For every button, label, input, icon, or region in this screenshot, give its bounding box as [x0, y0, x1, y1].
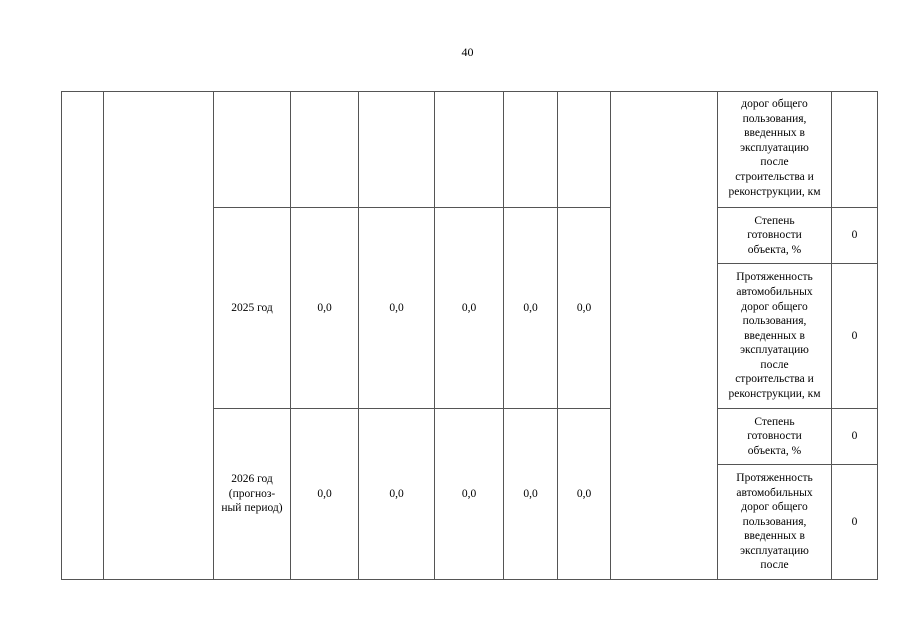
value-cell: 0,0 [291, 409, 359, 580]
program-table [61, 91, 878, 580]
value-cell: 0,0 [435, 208, 504, 409]
year-cell [214, 92, 291, 208]
indicator-value-cell: 0 [832, 409, 878, 465]
value-cell: 0,0 [504, 409, 558, 580]
indicator-value-cell: 0 [832, 264, 878, 409]
value-cell [504, 92, 558, 208]
indicator-value-cell: 0 [832, 465, 878, 580]
indicator-value-cell: 0 [832, 208, 878, 264]
value-cell [359, 92, 435, 208]
year-cell: 2026 год (прогноз- ный период) [214, 409, 291, 580]
value-cell: 0,0 [435, 409, 504, 580]
indicator-name-cell: Степень готовности объекта, % [718, 208, 832, 264]
value-cell [435, 92, 504, 208]
value-cell: 0,0 [291, 208, 359, 409]
executor-cell [611, 92, 718, 580]
event-name-cell [104, 92, 214, 580]
indicator-name-cell: Протяженность автомобильных дорог общего пользования, введенных в эксплуатацию после [718, 465, 832, 580]
indicator-value-cell [832, 92, 878, 208]
indicator-name-cell: Степень готовности объекта, % [718, 409, 832, 465]
table-row [62, 92, 878, 208]
indicator-name-cell: Протяженность автомобильных дорог общего пользования, введенных в эксплуатацию после строительства и реконструкции, км [718, 264, 832, 409]
indicator-name-cell: дорог общего пользования, введенных в эксплуатацию после строительства и реконструкции, км [718, 92, 832, 208]
number-cell [62, 92, 104, 580]
value-cell: 0,0 [558, 208, 611, 409]
page-number: 40 [461, 45, 474, 59]
year-cell: 2025 год [214, 208, 291, 409]
value-cell: 0,0 [359, 409, 435, 580]
value-cell: 0,0 [504, 208, 558, 409]
value-cell [558, 92, 611, 208]
value-cell: 0,0 [558, 409, 611, 580]
value-cell [291, 92, 359, 208]
value-cell: 0,0 [359, 208, 435, 409]
